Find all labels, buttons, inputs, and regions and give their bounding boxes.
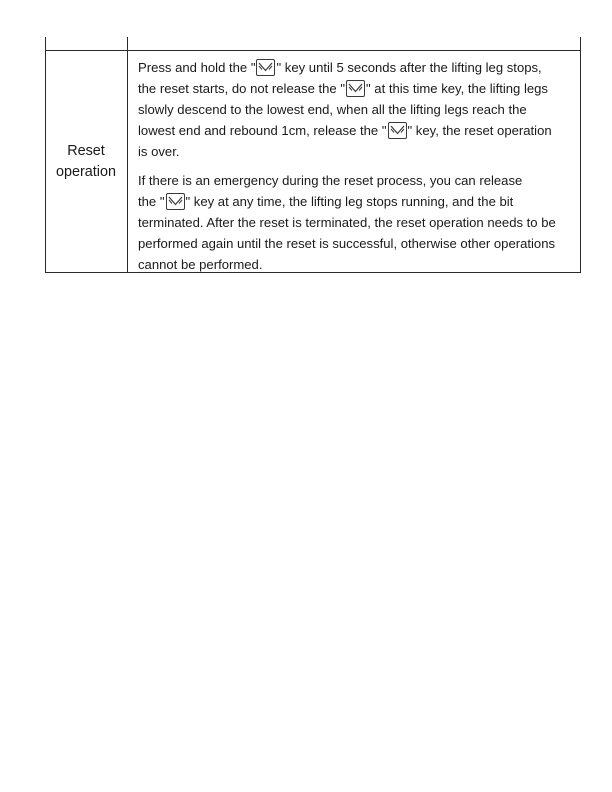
text-run: lowest end and rebound 1cm, release the " <box>138 123 387 138</box>
reset-instructions-paragraph <box>138 57 576 162</box>
table-column-divider <box>127 37 128 273</box>
text-line: terminated. After the reset is terminated, the reset operation needs to be <box>138 215 556 230</box>
text-line <box>138 57 576 78</box>
text-run: Press and hold the " <box>138 60 256 75</box>
down-chevron-key-icon <box>256 59 275 76</box>
row-label-cell <box>45 50 127 273</box>
text-run: the reset starts, do not release the " <box>138 81 345 96</box>
down-chevron-key-icon <box>346 80 365 97</box>
emergency-paragraph <box>138 170 576 275</box>
text-run: the " <box>138 194 165 209</box>
text-line: is over. <box>138 144 180 159</box>
text-line <box>138 78 576 99</box>
text-run: " at this time key, the lifting legs <box>366 81 548 96</box>
table-border-right <box>580 37 581 273</box>
text-line <box>138 191 576 212</box>
text-run: " key, the reset operation <box>407 123 552 138</box>
text-run: " key until 5 seconds after the lifting leg stops, <box>276 60 542 75</box>
text-run: " key at any time, the lifting leg stops running, and the bit <box>185 194 514 209</box>
instruction-table <box>45 37 581 273</box>
down-chevron-key-icon <box>166 193 185 210</box>
down-chevron-key-icon <box>388 122 407 139</box>
text-line <box>138 120 576 141</box>
text-line: If there is an emergency during the reset process, you can release <box>138 173 523 188</box>
row-label-line2: operation <box>55 163 116 180</box>
row-label-line1: Reset <box>67 142 105 159</box>
row-content-cell <box>138 57 576 275</box>
row-label <box>56 141 116 183</box>
text-line: performed again until the reset is successful, otherwise other operations <box>138 236 556 251</box>
text-line: cannot be performed. <box>138 257 263 272</box>
text-line: slowly descend to the lowest end, when all the lifting legs reach the <box>138 102 527 117</box>
